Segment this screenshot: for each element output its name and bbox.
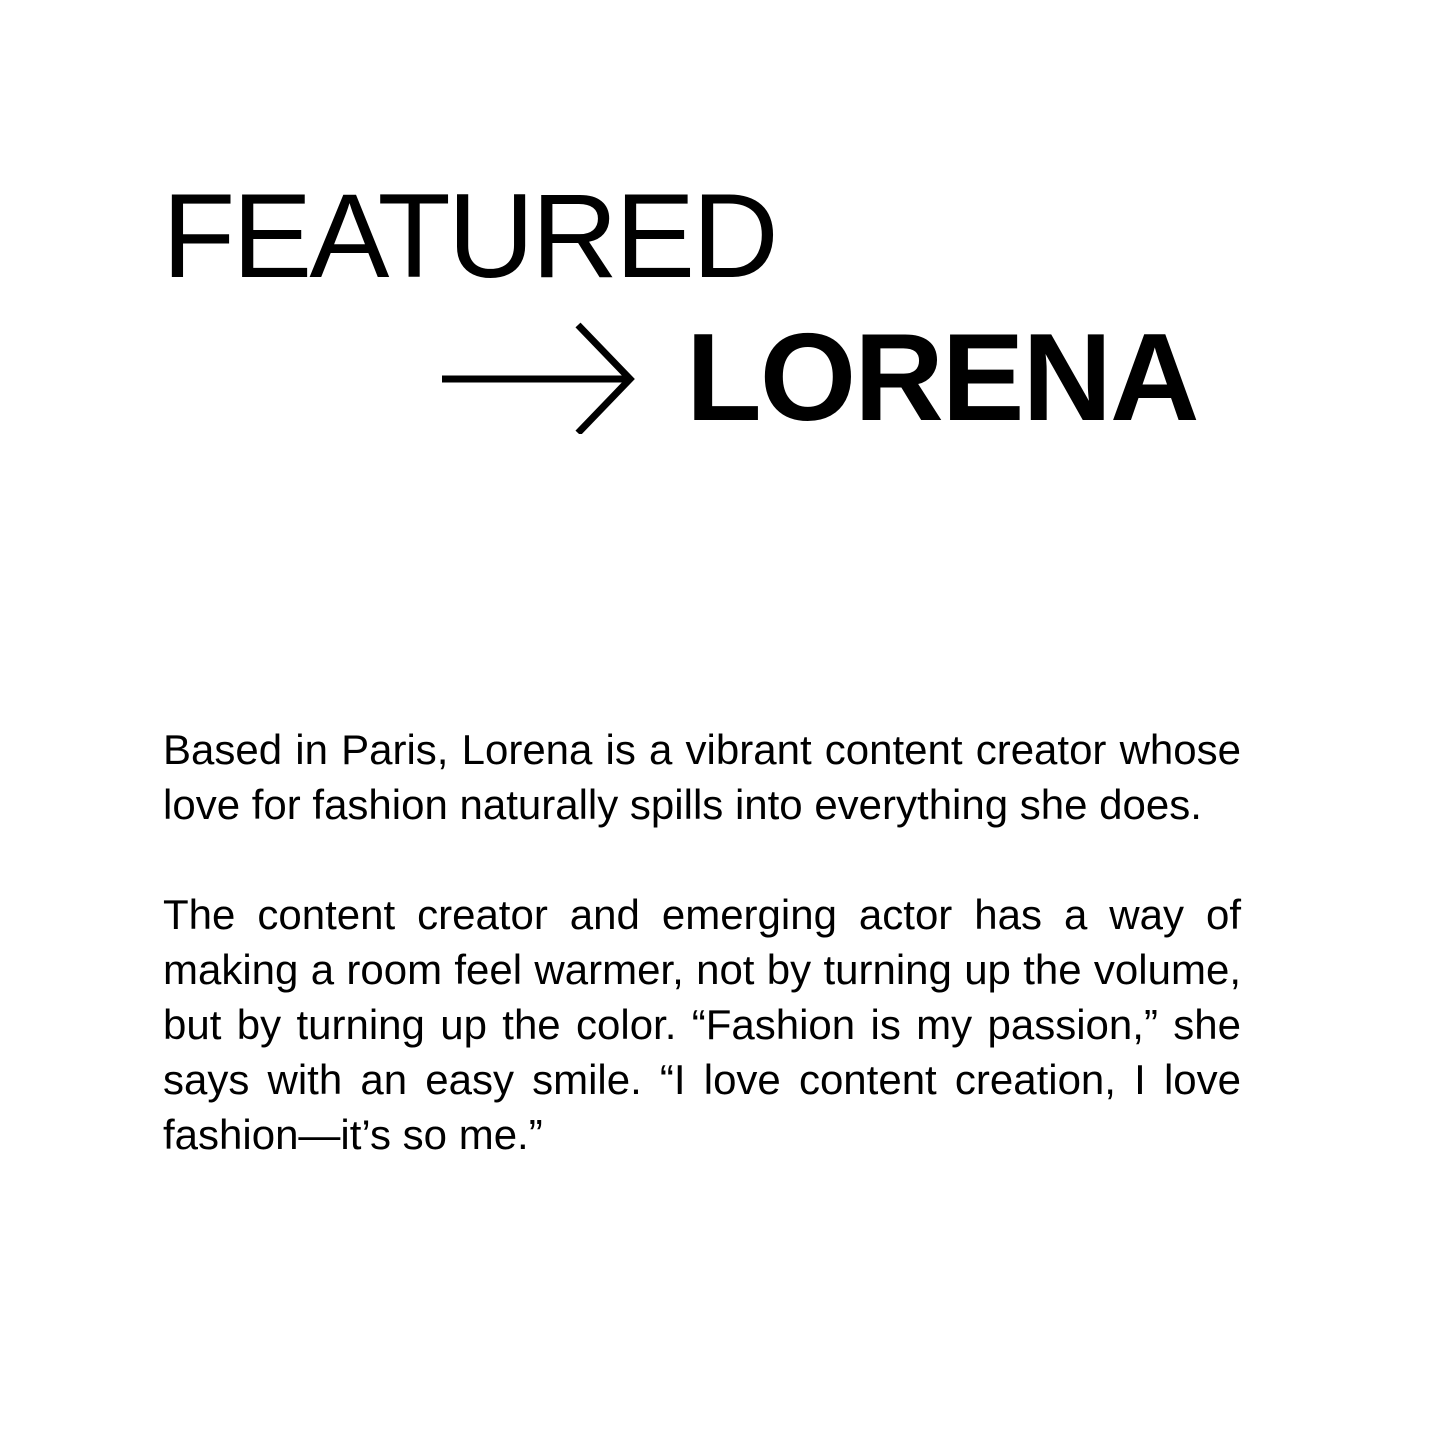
paragraph-intro: Based in Paris, Lorena is a vibrant content creator whose love for fashion naturally spills into everything she does.: [163, 726, 1241, 828]
article-body: [163, 722, 1241, 1162]
paragraph-quote: The content creator and emerging actor has a way of making a room feel warmer, not by turning up the volume, but by turning up the color. “Fashion is my passion,” she says with an easy smile. “I love content creation, I love fashion—it’s so me.”: [163, 891, 1241, 1158]
heading-lorena: LORENA: [686, 309, 1198, 447]
heading-featured: FEATURED: [162, 169, 776, 303]
heading-name-row: [440, 309, 1198, 447]
right-arrow-icon: [440, 322, 636, 434]
